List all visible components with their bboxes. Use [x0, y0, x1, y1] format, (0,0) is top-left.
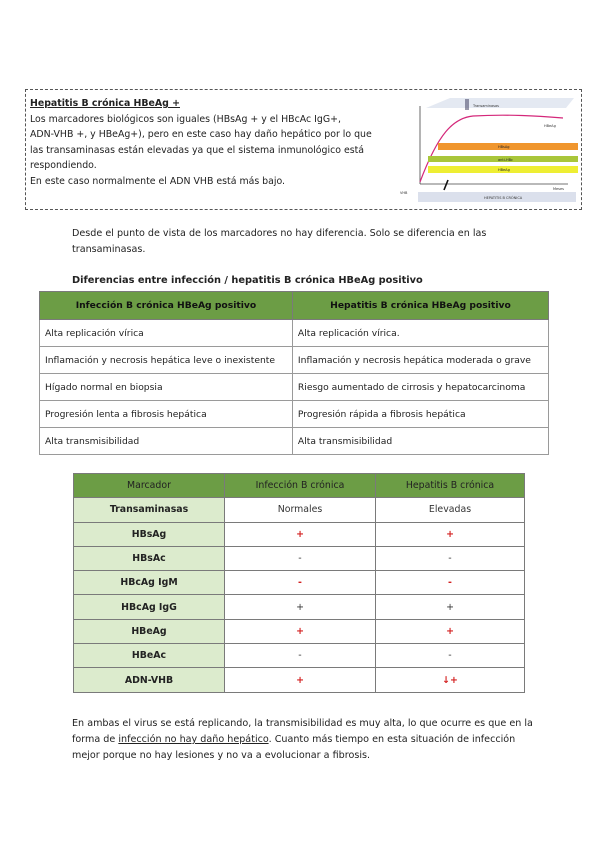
table-header-cell: Hepatitis B crónica [376, 474, 525, 498]
table-cell: Inflamación y necrosis hepática leve o inexistente [40, 347, 293, 374]
conclusion-text: . Cuanto más tiempo en esta situación de infección mejor porque no hay lesiones y no va a evolucionar a fibrosis. [72, 734, 516, 761]
info-box-text [30, 96, 395, 189]
hepatitis-value: + [376, 595, 525, 619]
hepatitis-value: Elevadas [376, 498, 525, 522]
diagram-bar-label: anti-HBc [498, 158, 513, 162]
table-cell: Progresión lenta a fibrosis hepática [40, 401, 293, 428]
diagram-bar-label: HBeAg [498, 168, 510, 172]
diagram-axis-right: Meses [553, 187, 564, 191]
table1-title: Diferencias entre infección / hepatitis B crónica HBeAg positivo [72, 275, 423, 286]
box-line: ADN-VHB +, y HBeAg+), pero en este caso hay daño hepático por lo que [30, 129, 372, 140]
table-row [74, 644, 525, 668]
table-cell: Alta transmisibilidad [40, 428, 293, 455]
table-cell: Alta transmisibilidad [292, 428, 548, 455]
box-line: Los marcadores biológicos son iguales (HBsAg + y el HBcAc IgG+, [30, 113, 341, 125]
conclusion-paragraph [72, 716, 542, 764]
table-row [40, 401, 549, 428]
table-header-cell: Hepatitis B crónica HBeAg positivo [292, 292, 548, 320]
table-header-row [74, 474, 525, 498]
marker-label: HBsAg [74, 522, 225, 546]
table-header-row [40, 292, 549, 320]
table-row [40, 347, 549, 374]
table-row [74, 668, 525, 692]
diagram-bar-label: HBsAg [498, 145, 510, 149]
hepatitis-value: - [376, 546, 525, 570]
marker-label: ADN-VHB [74, 668, 225, 692]
infection-value: + [225, 668, 376, 692]
box-line: En este caso normalmente el ADN VHB está más bajo. [30, 175, 286, 187]
table-cell: Alta replicación vírica. [292, 320, 548, 347]
table-header-cell: Infección B crónica HBeAg positivo [40, 292, 293, 320]
infection-value: - [225, 546, 376, 570]
table-cell: Alta replicación vírica [40, 320, 293, 347]
table-row [74, 522, 525, 546]
box-line: respondiendo. [30, 160, 97, 171]
table-row [74, 498, 525, 522]
table-cell: Riesgo aumentado de cirrosis y hepatocarcinoma [292, 374, 548, 401]
table-cell: Progresión rápida a fibrosis hepática [292, 401, 548, 428]
table-row [74, 546, 525, 570]
intro-paragraph: Desde el punto de vista de los marcadores no hay diferencia. Solo se diferencia en las transaminasas. [72, 228, 487, 255]
box-line: las transaminasas están elevadas ya que el sistema inmunológico está [30, 144, 365, 156]
marker-label: HBeAg [74, 619, 225, 643]
marker-label: HBeAc [74, 644, 225, 668]
table-row [74, 595, 525, 619]
table-row [40, 374, 549, 401]
infection-value: - [225, 571, 376, 595]
table-row [74, 619, 525, 643]
hepatitis-value: - [376, 571, 525, 595]
info-box [25, 89, 582, 210]
diagram-top-band [426, 98, 574, 108]
table-row [74, 571, 525, 595]
diagram-axis-left: VHB [400, 191, 408, 195]
infection-value: - [225, 644, 376, 668]
markers-table [73, 473, 525, 693]
diagram-axis-bottom: HEPATITIS B CRÓNICA [484, 196, 523, 200]
conclusion-text: En ambas el virus se está replicando, la transmisibilidad es muy alta, lo que ocurre es que en la forma de [72, 718, 533, 745]
hepatitis-value: + [376, 619, 525, 643]
hepatitis-value: + [376, 522, 525, 546]
table-row [40, 320, 549, 347]
table-cell: Hígado normal en biopsia [40, 374, 293, 401]
hepatitis-timeline-diagram [398, 94, 578, 206]
hepatitis-value: - [376, 644, 525, 668]
marker-label: HBcAg IgM [74, 571, 225, 595]
infection-value: Normales [225, 498, 376, 522]
box-title: Hepatitis B crónica HBeAg + [30, 98, 180, 109]
table-row [40, 428, 549, 455]
conclusion-underlined: infección no hay daño hepático [118, 734, 269, 745]
marker-label: Transaminasas [74, 498, 225, 522]
infection-value: + [225, 522, 376, 546]
hepatitis-value: ↓+ [376, 668, 525, 692]
diagram-curve-label: HBeAg [544, 124, 556, 128]
infection-value: + [225, 595, 376, 619]
table-cell: Inflamación y necrosis hepática moderada o grave [292, 347, 548, 374]
infection-value: + [225, 619, 376, 643]
marker-label: HBcAg IgG [74, 595, 225, 619]
table-header-cell: Marcador [74, 474, 225, 498]
marker-label: HBsAc [74, 546, 225, 570]
table-header-cell: Infección B crónica [225, 474, 376, 498]
differences-table [39, 291, 549, 455]
diagram-top-label: Transaminasas [473, 104, 499, 108]
